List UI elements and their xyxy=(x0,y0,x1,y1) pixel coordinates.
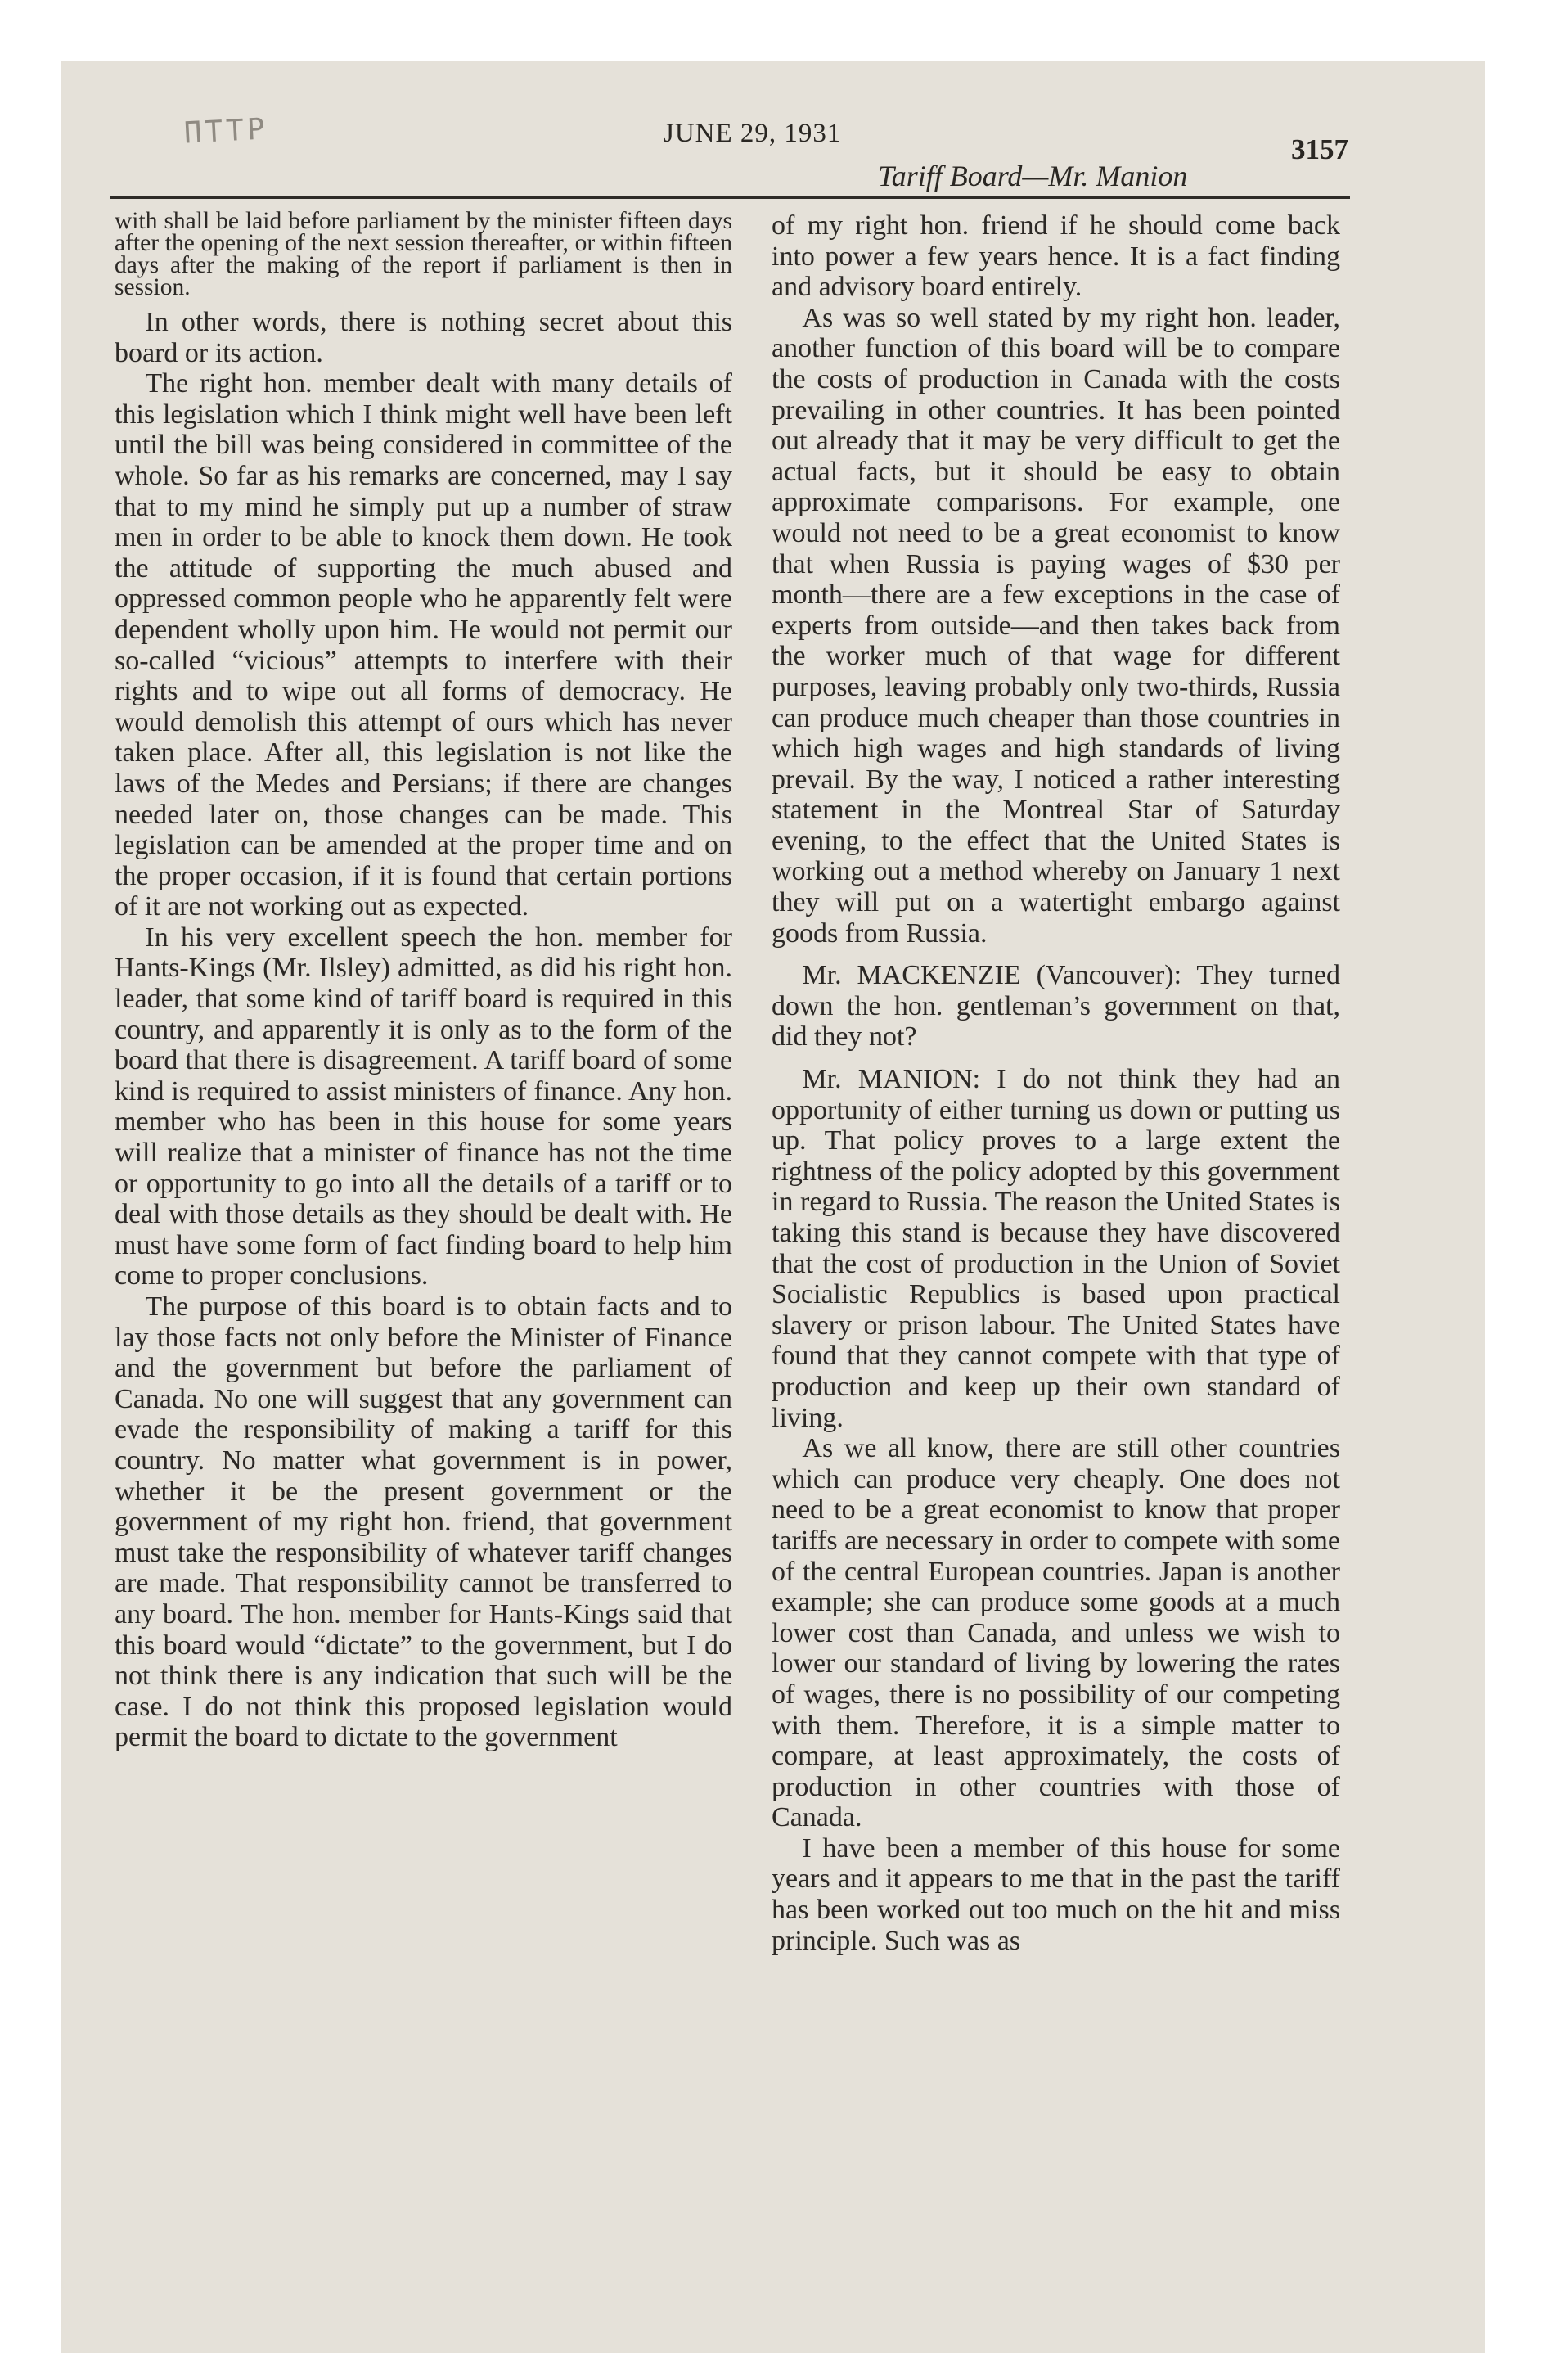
page-number: 3157 xyxy=(1291,133,1348,165)
speaker-paragraph: Mr. MANION: I do not think they had an opportunity of either turning us down or putting us up. That policy proves to a large extent the rightness of the policy adopted by this government in regard to Russia. The reason the United States is taking this stand is because they have discovered that the cost of production in the Union of Soviet Socialistic Republics is based upon practical slavery or prison labour. The United States have found that they cannot compete with that type of production and keep up their own standard of living. xyxy=(772,1064,1340,1433)
paragraph: As we all know, there are still other countries which can produce very cheaply. One does not need to be a great economist to know that proper tariffs are necessary in order to compete with some of the central European countries. Japan is another example; she can produce some goods at a much lower cost than Canada, and unless we wish to lower our standard of living by lowering the rates of wages, there is no possibility of our competing with them. Therefore, it is a simple matter to compare, at least approximately, the costs of production in other countries with those of Canada. xyxy=(772,1433,1340,1833)
margin-stamp: ΠΤΤΡ xyxy=(182,112,269,151)
paragraph: The right hon. member dealt with many details of this legislation which I think might well have been left until the bill was being considered in committee of the whole. So far as his remarks are concerned, may I say that to my mind he simply put up a number of straw men in order to be able to knock them down. He took the attitude of supporting the much abused and oppressed common people who he apparently felt were dependent wholly upon him. He would not permit our so-called “vicious” attempts to interfere with their rights and to wipe out all forms of democracy. He would demolish this attempt of ours which has never taken place. After all, this legislation is not like the laws of the Medes and Persians; if there are changes needed later on, those changes can be made. This legislation can be amended at the proper time and on the proper occasion, if it is found that certain portions of it are not working out as expected. xyxy=(115,368,732,922)
speaker-paragraph: Mr. MACKENZIE (Vancouver): They turned down the hon. gentleman’s government on that, did they not? xyxy=(772,960,1340,1053)
header-date: JUNE 29, 1931 xyxy=(664,119,842,148)
paragraph: The purpose of this board is to obtain facts and to lay those facts not only before the Minister of Finance and the government but before the parliament of Canada. No one will suggest that any government can evade the responsibility of making a tariff for this country. No matter what government is in power, whether it be the present government or the government of my right hon. friend, that government must take the responsibility of whatever tariff changes are made. That responsibility cannot be transferred to any board. The hon. member for Hants-Kings said that this board would “dictate” to the government, but I do not think there is any indication that such will be the case. I do not think this proposed legislation would permit the board to dictate to the government xyxy=(115,1291,732,1753)
paragraph: In his very excellent speech the hon. member for Hants-Kings (Mr. Ilsley) admitted, as did his right hon. leader, that some kind of tariff board is required in this country, and apparently it is only as to the form of the board that there is disagreement. A tariff board of some kind is required to assist ministers of finance. Any hon. member who has been in this house for some years will realize that a minister of finance has not the time or opportunity to go into all the details of a tariff or to deal with those details as they should be dealt with. He must have some form of fact finding board to help him come to proper conclusions. xyxy=(115,922,732,1291)
running-head: Tariff Board—Mr. Manion xyxy=(878,160,1188,192)
page-header xyxy=(110,119,1350,199)
paragraph: In other words, there is nothing secret about this board or its action. xyxy=(115,307,732,368)
paragraph: of my right hon. friend if he should come back into power a few years hence. It is a fact finding and advisory board entirely. xyxy=(772,210,1340,303)
right-column xyxy=(772,210,1340,1956)
paragraph: with shall be laid before parliament by the minister fifteen days after the opening of the next session thereafter, or within fifteen days after the making of the report if parliament is then in session. xyxy=(115,208,732,300)
hansard-page xyxy=(110,119,1350,2157)
left-column xyxy=(115,210,732,1753)
paragraph: As was so well stated by my right hon. leader, another function of this board will be to compare the costs of production in Canada with the costs prevailing in other countries. It has been pointed out already that it may be very difficult to get the actual facts, but it should be easy to obtain approximate comparisons. For example, one would not need to be a great economist to know that when Russia is paying wages of $30 per month—there are a few exceptions in the case of experts from outside—and then takes back from the worker much of that wage for different purposes, leaving probably only two-thirds, Russia can produce much cheaper than those countries in which high wages and high standards of living prevail. By the way, I noticed a rather interesting statement in the Montreal Star of Saturday evening, to the effect that the United States is working out a method whereby on January 1 next they will put on a watertight embargo against goods from Russia. xyxy=(772,302,1340,949)
paragraph: I have been a member of this house for some years and it appears to me that in the past the tariff has been worked out too much on the hit and miss principle. Such was as xyxy=(772,1832,1340,1956)
